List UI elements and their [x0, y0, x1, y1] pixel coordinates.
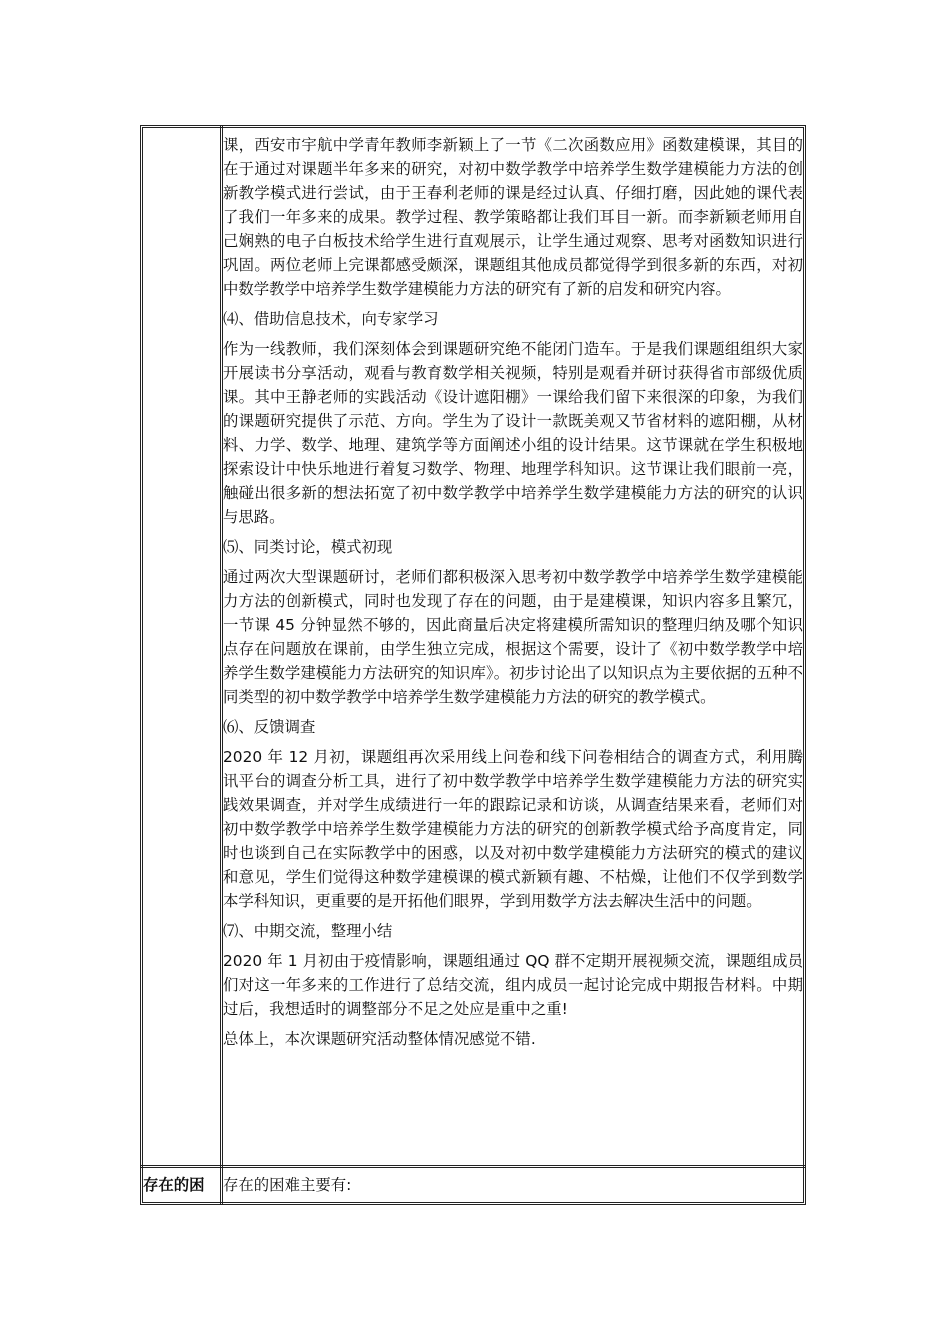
paragraph-model-discussion: 通过两次大型课题研讨，老师们都积极深入思考初中数学教学中培养学生数学建模能力方法的创新模式，同时也发现了存在的问题，由于是建模课，知识内容多且繁冗，一节课 45 分钟显然不够的，因此商量后决定将建模所需知识的整理归纳及哪个知识点存在问题放在课前，由学生独立完成，根据这个需要，设计了《初中数学教学中培养学生数学建模能力方法研究的知识库》。初步讨论出了以知识点为主要依据的五种不同类型的初中数学教学中培养学生数学建模能力方法的研究的教学模式。: [223, 568, 803, 706]
paragraph-expert-learning: 作为一线教师，我们深刻体会到课题研究绝不能闭门造车。于是我们课题组组织大家开展读书分享活动，观看与教育数学相关视频，特别是观看并研讨获得省市部级优质课。其中王静老师的实践活动《设计遮阳棚》一课给我们留下来很深的印象，为我们的课题研究提供了示范、方向。学生为了设计一款既美观又节省材料的遮阳棚，从材料、力学、数学、地理、建筑学等方面阐述小组的设计结果。这节课就在学生积极地探索设计中快乐地进行着复习数学、物理、地理学科知识。这节课让我们眼前一亮，触碰出很多新的想法拓宽了初中数学教学中培养学生数学建模能力方法的研究的认识与思路。: [223, 340, 803, 526]
paragraph-midterm-exchange: 2020 年 1 月初由于疫情影响，课题组通过 QQ 群不定期开展视频交流，课题组成员们对这一年多来的工作进行了总结交流，组内成员一起讨论完成中期报告材料。中期过后，我想适时的调整部分不足之处应是重中之重!: [223, 952, 803, 1018]
section-heading-4: ⑷、借助信息技术，向专家学习: [223, 310, 439, 328]
paragraph-lesson-results: 课，西安市宇航中学青年教师李新颖上了一节《二次函数应用》函数建模课，其目的在于通过对课题半年多来的研究，对初中数学教学中培养学生数学建模能力方法的创新教学模式进行尝试，由于王春利老师的课是经过认真、仔细打磨，因此她的课代表了我们一年多来的成果。教学过程、教学策略都让我们耳目一新。而李新颖老师用自己娴熟的电子白板技术给学生进行直观展示，让学生通过观察、思考对函数知识进行巩固。两位老师上完课都感受颇深，课题组其他成员都觉得学到很多新的东西，对初中数学教学中培养学生数学建模能力方法的研究有了新的启发和研究内容。: [223, 136, 803, 298]
section-heading-6: ⑹、反馈调查: [223, 718, 316, 736]
difficulties-text: 存在的困难主要有:: [223, 1176, 352, 1194]
row-divider: [140, 1165, 806, 1168]
content-cell: [223, 133, 803, 1057]
section-heading-5: ⑸、同类讨论，模式初现: [223, 538, 393, 556]
section-heading-7: ⑺、中期交流，整理小结: [223, 922, 393, 940]
report-table: [140, 125, 806, 1205]
paragraph-summary: 总体上，本次课题研究活动整体情况感觉不错.: [223, 1030, 536, 1048]
paragraph-feedback-survey: 2020 年 12 月初，课题组再次采用线上问卷和线下问卷相结合的调查方式，利用腾讯平台的调查分析工具，进行了初中数学教学中培养学生数学建模能力方法的研究实践效果调查，并对学生成绩进行一年的跟踪记录和访谈，从调查结果来看，老师们对初中数学教学中培养学生数学建模能力方法的研究的创新教学模式给予高度肯定，同时也谈到自己在实际教学中的困惑，以及对初中数学建模能力方法研究的模式的建议和意见，学生们觉得这种数学建模课的模式新颖有趣、不枯燥，让他们不仅学到数学本学科知识，更重要的是开拓他们眼界，学到用数学方法去解决生活中的问题。: [223, 748, 803, 910]
row-label-difficulties: 存在的困: [143, 1176, 205, 1194]
